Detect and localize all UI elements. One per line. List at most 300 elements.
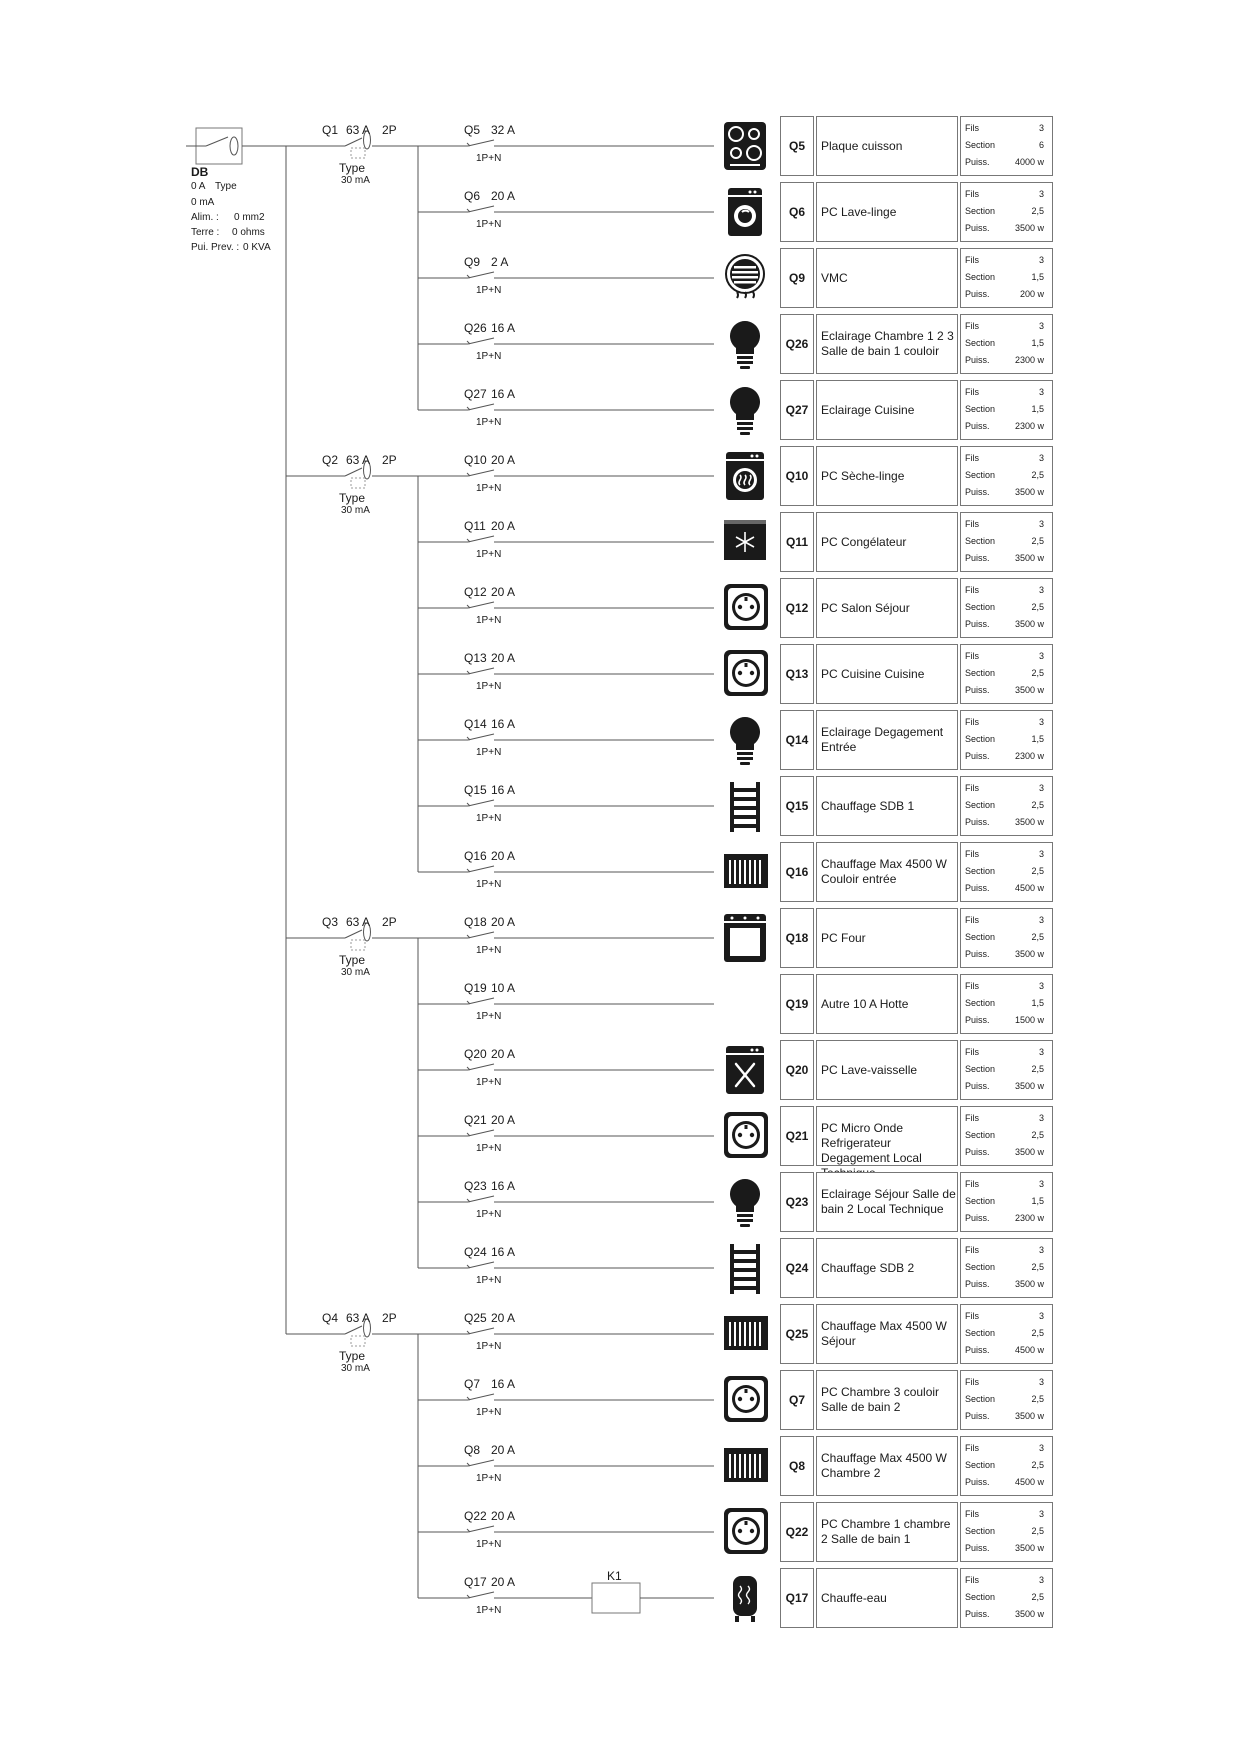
breaker-poles: 1P+N bbox=[476, 351, 502, 362]
breaker-contact bbox=[468, 272, 494, 278]
spec-row-puiss bbox=[965, 817, 1044, 827]
spec-row-section bbox=[965, 932, 1044, 942]
circuit-description-box bbox=[816, 578, 958, 638]
circuit-description: PC Chambre 3 couloir Salle de bain 2 bbox=[821, 1385, 940, 1414]
spec-label-fils: Fils bbox=[965, 1443, 979, 1453]
circuit-description: Eclairage Cuisine bbox=[821, 402, 915, 417]
circuit-specs-box bbox=[960, 1370, 1053, 1430]
spec-label-puiss: Puiss. bbox=[965, 1345, 990, 1355]
spec-row-fils bbox=[965, 189, 1044, 199]
breaker-contact bbox=[468, 140, 494, 146]
spec-label-puiss: Puiss. bbox=[965, 1609, 990, 1619]
spec-label-section: Section bbox=[965, 932, 996, 942]
spec-value-section: 2,5 bbox=[1031, 1328, 1044, 1338]
circuit-id-box: Q20 bbox=[780, 1040, 814, 1100]
spec-value-fils: 3 bbox=[1038, 1179, 1044, 1189]
breaker-id: Q24 bbox=[464, 1245, 487, 1259]
spec-value-power: 2300 w bbox=[1014, 355, 1044, 365]
spec-row-puiss bbox=[965, 883, 1044, 893]
breaker-id: Q7 bbox=[464, 1377, 481, 1391]
breaker-id: Q8 bbox=[464, 1443, 481, 1457]
spec-label-fils: Fils bbox=[965, 387, 979, 397]
main-alim-value: 0 mm2 bbox=[234, 212, 265, 223]
spec-value-power: 3500 w bbox=[1014, 1411, 1044, 1421]
spec-value-section: 2,5 bbox=[1031, 1262, 1044, 1272]
spec-value-power: 3500 w bbox=[1014, 619, 1044, 629]
rcd-type-label: Type bbox=[339, 953, 366, 967]
spec-value-fils: 3 bbox=[1038, 849, 1044, 859]
circuit-description: PC Micro Onde Refrigerateur Degagement Local bbox=[821, 1121, 922, 1165]
spec-label-section: Section bbox=[965, 536, 996, 546]
breaker-id: Q14 bbox=[464, 717, 487, 731]
circuit-specs-box bbox=[960, 1304, 1053, 1364]
spec-label-section: Section bbox=[965, 998, 996, 1008]
spec-row-puiss bbox=[965, 289, 1044, 299]
breaker-contact bbox=[468, 1328, 494, 1334]
spec-row-section bbox=[965, 800, 1044, 810]
circuit-description: Chauffe-eau bbox=[821, 1590, 887, 1605]
spec-label-puiss: Puiss. bbox=[965, 1411, 990, 1421]
spec-value-fils: 3 bbox=[1038, 1575, 1044, 1585]
spec-label-puiss: Puiss. bbox=[965, 1279, 990, 1289]
rcd-test-box bbox=[351, 478, 365, 488]
socket-icon bbox=[722, 1506, 770, 1565]
circuit-description-box bbox=[816, 1106, 958, 1166]
spec-label-section: Section bbox=[965, 866, 996, 876]
breaker-rating: 20 A bbox=[491, 1443, 516, 1457]
spec-label-fils: Fils bbox=[965, 915, 979, 925]
spec-row-puiss bbox=[965, 685, 1044, 695]
freezer-icon bbox=[722, 516, 770, 575]
spec-row-section bbox=[965, 1196, 1044, 1206]
socket-icon bbox=[722, 1374, 770, 1433]
spec-row-fils bbox=[965, 651, 1044, 661]
breaker-id: Q17 bbox=[464, 1575, 487, 1589]
circuit-description: PC Lave-linge bbox=[821, 204, 897, 219]
spec-row-fils bbox=[965, 1179, 1044, 1189]
circuit-specs-box bbox=[960, 116, 1053, 176]
spec-label-fils: Fils bbox=[965, 1377, 979, 1387]
spec-row-fils bbox=[965, 783, 1044, 793]
circuit-description: PC Salon Séjour bbox=[821, 600, 910, 615]
spec-value-section: 2,5 bbox=[1031, 866, 1044, 876]
circuit-specs-box bbox=[960, 578, 1053, 638]
spec-row-fils bbox=[965, 255, 1044, 265]
light-bulb-icon bbox=[722, 714, 770, 773]
breaker-rating: 16 A bbox=[491, 717, 516, 731]
breaker-id: Q25 bbox=[464, 1311, 487, 1325]
breaker-contact bbox=[468, 1064, 494, 1070]
breaker-contact bbox=[468, 1460, 494, 1466]
spec-label-fils: Fils bbox=[965, 585, 979, 595]
circuit-description-box bbox=[816, 446, 958, 506]
spec-label-fils: Fils bbox=[965, 1509, 979, 1519]
spec-value-section: 2,5 bbox=[1031, 1130, 1044, 1140]
spec-label-puiss: Puiss. bbox=[965, 421, 990, 431]
spec-value-section: 2,5 bbox=[1031, 1592, 1044, 1602]
ventilation-icon bbox=[722, 252, 770, 311]
breaker-poles: 1P+N bbox=[476, 417, 502, 428]
rcd-id: Q1 bbox=[322, 123, 339, 137]
breaker-rating: 20 A bbox=[491, 1509, 516, 1523]
circuit-id-box: Q22 bbox=[780, 1502, 814, 1562]
spec-value-section: 1,5 bbox=[1031, 272, 1044, 282]
spec-row-section bbox=[965, 1394, 1044, 1404]
circuit-description-box bbox=[816, 842, 958, 902]
circuit-description: PC Chambre 1 chambre 2 Salle de bain 1 bbox=[821, 1517, 951, 1546]
breaker-rating: 20 A bbox=[491, 849, 516, 863]
spec-row-section bbox=[965, 272, 1044, 282]
spec-value-power: 3500 w bbox=[1014, 1081, 1044, 1091]
circuit-description: PC Congélateur bbox=[821, 534, 907, 549]
spec-value-power: 3500 w bbox=[1014, 949, 1044, 959]
towel-radiator-icon bbox=[722, 1242, 770, 1301]
spec-value-section: 2,5 bbox=[1031, 602, 1044, 612]
rcd-contact bbox=[345, 138, 362, 146]
spec-row-section bbox=[965, 470, 1044, 480]
spec-value-section: 6 bbox=[1038, 140, 1044, 150]
breaker-id: Q6 bbox=[464, 189, 481, 203]
circuit-description-box bbox=[816, 1172, 958, 1232]
breaker-contact bbox=[468, 932, 494, 938]
rcd-test-box bbox=[351, 1336, 365, 1346]
circuit-description-box bbox=[816, 974, 958, 1034]
circuit-description: Eclairage Chambre 1 2 3 Salle de bain 1 couloir bbox=[821, 329, 954, 358]
spec-row-puiss bbox=[965, 355, 1044, 365]
spec-row-fils bbox=[965, 453, 1044, 463]
spec-value-power: 3500 w bbox=[1014, 553, 1044, 563]
spec-value-power: 2300 w bbox=[1014, 751, 1044, 761]
rcd-rating: 63 A bbox=[346, 915, 371, 929]
spec-label-puiss: Puiss. bbox=[965, 289, 990, 299]
spec-label-fils: Fils bbox=[965, 717, 979, 727]
breaker-poles: 1P+N bbox=[476, 1473, 502, 1484]
light-bulb-icon bbox=[722, 318, 770, 377]
circuit-specs-box bbox=[960, 1040, 1053, 1100]
breaker-poles: 1P+N bbox=[476, 1011, 502, 1022]
breaker-id: Q27 bbox=[464, 387, 487, 401]
spec-value-power: 3500 w bbox=[1014, 817, 1044, 827]
circuit-description-box bbox=[816, 1304, 958, 1364]
breaker-contact bbox=[468, 1196, 494, 1202]
spec-label-fils: Fils bbox=[965, 519, 979, 529]
circuit-description-box bbox=[816, 644, 958, 704]
oven-icon bbox=[722, 912, 770, 971]
circuit-description: VMC bbox=[821, 270, 848, 285]
circuit-description: PC Sèche-linge bbox=[821, 468, 905, 483]
spec-label-section: Section bbox=[965, 1262, 996, 1272]
rcd-poles: 2P bbox=[382, 123, 397, 137]
circuit-id-box: Q26 bbox=[780, 314, 814, 374]
spec-label-section: Section bbox=[965, 1592, 996, 1602]
spec-row-fils bbox=[965, 1311, 1044, 1321]
spec-row-fils bbox=[965, 981, 1044, 991]
rcd-sensitivity: 30 mA bbox=[341, 505, 370, 516]
breaker-contact bbox=[468, 338, 494, 344]
rcd-poles: 2P bbox=[382, 915, 397, 929]
breaker-rating: 2 A bbox=[491, 255, 509, 269]
spec-label-puiss: Puiss. bbox=[965, 487, 990, 497]
towel-radiator-icon bbox=[722, 780, 770, 839]
spec-row-fils bbox=[965, 717, 1044, 727]
breaker-poles: 1P+N bbox=[476, 1143, 502, 1154]
circuit-description-box bbox=[816, 1238, 958, 1298]
spec-value-power: 3500 w bbox=[1014, 1543, 1044, 1553]
spec-value-section: 1,5 bbox=[1031, 734, 1044, 744]
spec-value-section: 1,5 bbox=[1031, 1196, 1044, 1206]
breaker-rating: 16 A bbox=[491, 1377, 516, 1391]
circuit-specs-box bbox=[960, 1106, 1053, 1166]
contactor-label: K1 bbox=[607, 1569, 622, 1583]
spec-row-puiss bbox=[965, 751, 1044, 761]
breaker-contact bbox=[468, 536, 494, 542]
circuit-description: Eclairage Séjour Salle de bain 2 Local Technique bbox=[821, 1187, 956, 1216]
spec-value-power: 3500 w bbox=[1014, 1609, 1044, 1619]
circuit-specs-box bbox=[960, 314, 1053, 374]
breaker-contact bbox=[468, 800, 494, 806]
circuit-id-box: Q15 bbox=[780, 776, 814, 836]
spec-value-fils: 3 bbox=[1038, 915, 1044, 925]
spec-row-fils bbox=[965, 1113, 1044, 1123]
breaker-rating: 16 A bbox=[491, 1179, 516, 1193]
spec-value-fils: 3 bbox=[1038, 1047, 1044, 1057]
breaker-id: Q15 bbox=[464, 783, 487, 797]
breaker-id: Q18 bbox=[464, 915, 487, 929]
breaker-poles: 1P+N bbox=[476, 549, 502, 560]
spec-label-puiss: Puiss. bbox=[965, 751, 990, 761]
circuit-id-box: Q14 bbox=[780, 710, 814, 770]
spec-label-section: Section bbox=[965, 1130, 996, 1140]
circuit-description-box bbox=[816, 1436, 958, 1496]
spec-value-section: 2,5 bbox=[1031, 536, 1044, 546]
spec-value-section: 2,5 bbox=[1031, 668, 1044, 678]
circuit-description-box bbox=[816, 512, 958, 572]
circuit-id-box: Q5 bbox=[780, 116, 814, 176]
spec-value-power: 3500 w bbox=[1014, 487, 1044, 497]
spec-value-fils: 3 bbox=[1038, 717, 1044, 727]
breaker-poles: 1P+N bbox=[476, 681, 502, 692]
breaker-poles: 1P+N bbox=[476, 1077, 502, 1088]
circuit-description-box bbox=[816, 1568, 958, 1628]
main-puiss-value: 0 KVA bbox=[243, 242, 271, 253]
main-breaker-sensitivity: 0 mA bbox=[191, 197, 215, 208]
circuit-description-box bbox=[816, 1502, 958, 1562]
circuit-specs-box bbox=[960, 842, 1053, 902]
spec-row-puiss bbox=[965, 421, 1044, 431]
circuit-id-box: Q12 bbox=[780, 578, 814, 638]
spec-row-puiss bbox=[965, 619, 1044, 629]
spec-label-puiss: Puiss. bbox=[965, 553, 990, 563]
rcd-poles: 2P bbox=[382, 453, 397, 467]
breaker-contact bbox=[468, 470, 494, 476]
circuit-id-box: Q27 bbox=[780, 380, 814, 440]
breaker-rating: 20 A bbox=[491, 1311, 516, 1325]
spec-label-section: Section bbox=[965, 1394, 996, 1404]
spec-label-section: Section bbox=[965, 404, 996, 414]
breaker-rating: 20 A bbox=[491, 1113, 516, 1127]
breaker-id: Q9 bbox=[464, 255, 481, 269]
radiator-icon bbox=[722, 846, 770, 905]
spec-label-fils: Fils bbox=[965, 981, 979, 991]
spec-row-section bbox=[965, 404, 1044, 414]
breaker-id: Q16 bbox=[464, 849, 487, 863]
dryer-icon bbox=[722, 450, 770, 509]
spec-row-section bbox=[965, 536, 1044, 546]
spec-value-fils: 3 bbox=[1038, 1377, 1044, 1387]
spec-value-fils: 3 bbox=[1038, 1509, 1044, 1519]
rcd-contact bbox=[345, 468, 362, 476]
main-terre-value: 0 ohms bbox=[232, 227, 265, 238]
spec-row-section bbox=[965, 1328, 1044, 1338]
spec-label-fils: Fils bbox=[965, 189, 979, 199]
breaker-poles: 1P+N bbox=[476, 945, 502, 956]
spec-row-section bbox=[965, 602, 1044, 612]
spec-row-fils bbox=[965, 519, 1044, 529]
circuit-specs-box bbox=[960, 446, 1053, 506]
main-breaker-contact bbox=[206, 137, 228, 146]
spec-label-puiss: Puiss. bbox=[965, 1081, 990, 1091]
spec-row-section bbox=[965, 206, 1044, 216]
breaker-contact bbox=[468, 1130, 494, 1136]
socket-icon bbox=[722, 582, 770, 641]
cooktop-icon bbox=[722, 120, 770, 179]
rcd-id: Q3 bbox=[322, 915, 339, 929]
spec-row-section bbox=[965, 1526, 1044, 1536]
water-heater-icon bbox=[722, 1572, 770, 1631]
circuit-description: PC Cuisine Cuisine bbox=[821, 666, 925, 681]
breaker-rating: 20 A bbox=[491, 189, 516, 203]
spec-label-puiss: Puiss. bbox=[965, 883, 990, 893]
circuit-id-box: Q8 bbox=[780, 1436, 814, 1496]
spec-row-fils bbox=[965, 1377, 1044, 1387]
breaker-contact bbox=[468, 866, 494, 872]
spec-row-section bbox=[965, 1592, 1044, 1602]
breaker-poles: 1P+N bbox=[476, 153, 502, 164]
main-alim-label: Alim. : bbox=[191, 212, 219, 223]
circuit-description: Chauffage Max 4500 W Chambre 2 bbox=[821, 1451, 947, 1480]
breaker-poles: 1P+N bbox=[476, 1209, 502, 1220]
spec-value-section: 2,5 bbox=[1031, 1064, 1044, 1074]
breaker-id: Q23 bbox=[464, 1179, 487, 1193]
spec-row-section bbox=[965, 998, 1044, 1008]
spec-value-power: 3500 w bbox=[1014, 1147, 1044, 1157]
spec-value-fils: 3 bbox=[1038, 651, 1044, 661]
spec-row-fils bbox=[965, 1245, 1044, 1255]
circuit-id-box: Q19 bbox=[780, 974, 814, 1034]
circuit-id-box: Q17 bbox=[780, 1568, 814, 1628]
spec-value-fils: 3 bbox=[1038, 519, 1044, 529]
circuit-id-box: Q25 bbox=[780, 1304, 814, 1364]
circuit-id-box: Q21 bbox=[780, 1106, 814, 1166]
spec-label-puiss: Puiss. bbox=[965, 685, 990, 695]
circuit-description-box bbox=[816, 776, 958, 836]
spec-row-puiss bbox=[965, 1609, 1044, 1619]
spec-row-fils bbox=[965, 1575, 1044, 1585]
breaker-poles: 1P+N bbox=[476, 615, 502, 626]
breaker-rating: 20 A bbox=[491, 1575, 516, 1589]
spec-row-section bbox=[965, 1064, 1044, 1074]
spec-row-puiss bbox=[965, 1279, 1044, 1289]
spec-label-puiss: Puiss. bbox=[965, 157, 990, 167]
circuit-specs-box bbox=[960, 512, 1053, 572]
circuit-id-box: Q24 bbox=[780, 1238, 814, 1298]
spec-row-puiss bbox=[965, 223, 1044, 233]
breaker-contact bbox=[468, 998, 494, 1004]
rcd-id: Q4 bbox=[322, 1311, 339, 1325]
circuit-specs-box bbox=[960, 1502, 1053, 1562]
spec-label-fils: Fils bbox=[965, 1575, 979, 1585]
spec-label-puiss: Puiss. bbox=[965, 355, 990, 365]
socket-icon bbox=[722, 1110, 770, 1169]
breaker-rating: 20 A bbox=[491, 1047, 516, 1061]
spec-value-section: 1,5 bbox=[1031, 998, 1044, 1008]
spec-value-section: 2,5 bbox=[1031, 206, 1044, 216]
circuit-id-box: Q11 bbox=[780, 512, 814, 572]
circuit-description: PC Four bbox=[821, 930, 866, 945]
spec-label-puiss: Puiss. bbox=[965, 817, 990, 827]
spec-label-puiss: Puiss. bbox=[965, 619, 990, 629]
spec-value-section: 2,5 bbox=[1031, 1394, 1044, 1404]
circuit-description: Chauffage SDB 2 bbox=[821, 1260, 915, 1275]
rcd-rating: 63 A bbox=[346, 123, 371, 137]
circuit-specs-box bbox=[960, 1436, 1053, 1496]
spec-label-section: Section bbox=[965, 1064, 996, 1074]
breaker-rating: 10 A bbox=[491, 981, 516, 995]
rcd-rating: 63 A bbox=[346, 1311, 371, 1325]
breaker-contact bbox=[468, 602, 494, 608]
spec-value-section: 2,5 bbox=[1031, 932, 1044, 942]
spec-row-section bbox=[965, 140, 1044, 150]
circuit-id-box: Q23 bbox=[780, 1172, 814, 1232]
spec-label-fils: Fils bbox=[965, 453, 979, 463]
washing-machine-icon bbox=[722, 186, 770, 245]
breaker-poles: 1P+N bbox=[476, 1275, 502, 1286]
circuit-description-box bbox=[816, 116, 958, 176]
spec-value-fils: 3 bbox=[1038, 453, 1044, 463]
breaker-contact bbox=[468, 1394, 494, 1400]
spec-value-section: 2,5 bbox=[1031, 800, 1044, 810]
spec-row-fils bbox=[965, 321, 1044, 331]
spec-value-fils: 3 bbox=[1038, 123, 1044, 133]
breaker-id: Q10 bbox=[464, 453, 487, 467]
circuit-description-box bbox=[816, 248, 958, 308]
spec-value-fils: 3 bbox=[1038, 981, 1044, 991]
main-breaker-toroid bbox=[230, 137, 238, 155]
breaker-id: Q5 bbox=[464, 123, 481, 137]
spec-row-fils bbox=[965, 1509, 1044, 1519]
circuit-specs-box bbox=[960, 1238, 1053, 1298]
breaker-contact bbox=[468, 1592, 494, 1598]
circuit-id-box: Q10 bbox=[780, 446, 814, 506]
spec-label-fils: Fils bbox=[965, 123, 979, 133]
breaker-contact bbox=[468, 404, 494, 410]
spec-row-section bbox=[965, 338, 1044, 348]
breaker-poles: 1P+N bbox=[476, 1407, 502, 1418]
spec-row-puiss bbox=[965, 157, 1044, 167]
spec-label-section: Section bbox=[965, 206, 996, 216]
spec-value-power: 2300 w bbox=[1014, 421, 1044, 431]
spec-row-fils bbox=[965, 849, 1044, 859]
spec-value-power: 200 w bbox=[1019, 289, 1044, 299]
circuit-id-box: Q7 bbox=[780, 1370, 814, 1430]
breaker-poles: 1P+N bbox=[476, 879, 502, 890]
spec-value-fils: 3 bbox=[1038, 585, 1044, 595]
breaker-contact bbox=[468, 734, 494, 740]
spec-label-puiss: Puiss. bbox=[965, 1147, 990, 1157]
breaker-rating: 16 A bbox=[491, 387, 516, 401]
rcd-contact bbox=[345, 930, 362, 938]
rcd-contact bbox=[345, 1326, 362, 1334]
